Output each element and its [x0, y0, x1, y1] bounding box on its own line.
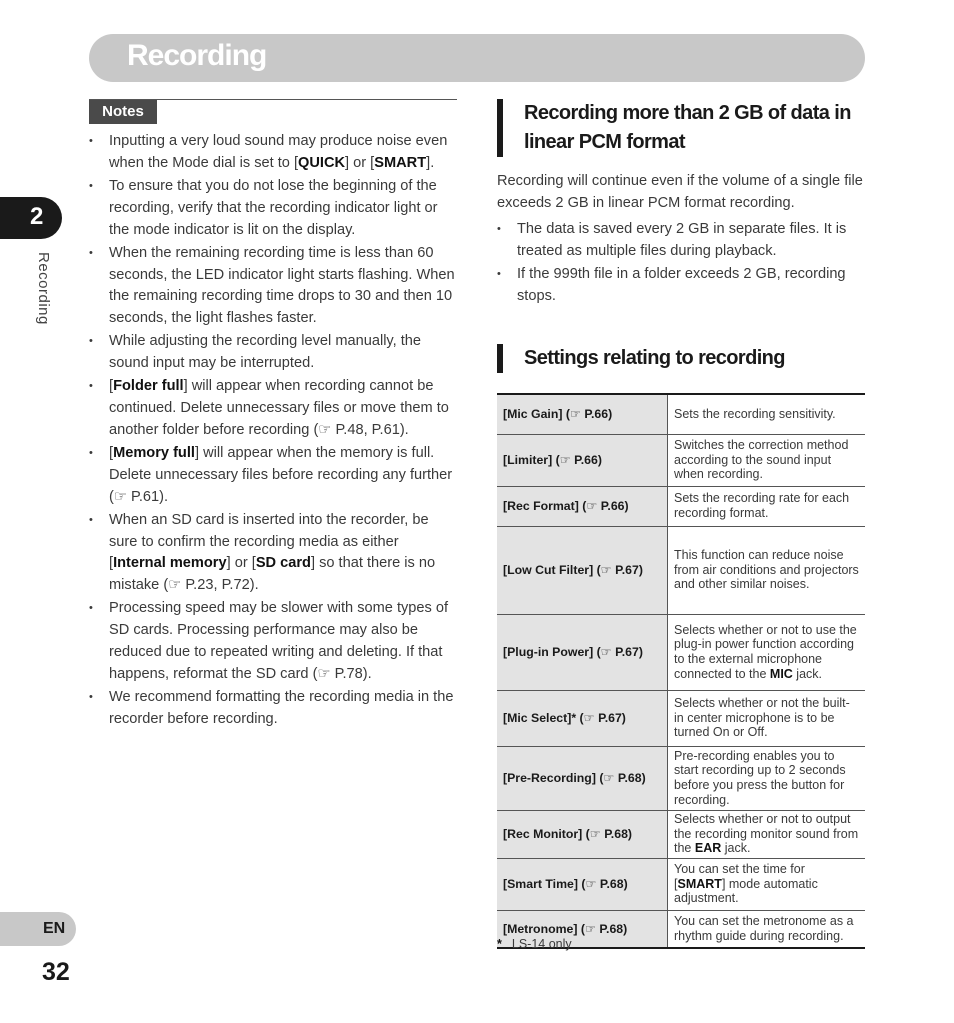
- setting-name: [Mic Gain] (☞ P.66): [497, 394, 668, 434]
- setting-name: [Limiter] (☞ P.66): [497, 434, 668, 486]
- setting-description: Sets the recording sensitivity.: [668, 394, 866, 434]
- note-item: • While adjusting the recording level manually, the sound input may be interrupted.: [89, 331, 459, 375]
- page-number: 32: [42, 958, 70, 986]
- setting-name: [Metronome] (☞ P.68): [497, 910, 668, 948]
- chapter-tab: [0, 197, 62, 239]
- setting-description: Pre-recording enables you to start recording up to 2 seconds before you press the button for recording.: [668, 746, 866, 810]
- settings-row: [497, 394, 865, 434]
- footnote-text: LS-14 only: [511, 937, 572, 951]
- setting-name: [Pre-Recording] (☞ P.68): [497, 746, 668, 810]
- note-item: • When an SD card is inserted into the recorder, be sure to confirm the recording media as either [Internal memory] or [SD card] so that there is no mistake (☞ P.23, P.72).: [89, 510, 459, 597]
- settings-row: [497, 858, 865, 910]
- settings-row: [497, 614, 865, 690]
- setting-description: This function can reduce noise from air conditions and projectors and other similar noises.: [668, 526, 866, 614]
- settings-row: [497, 526, 865, 614]
- note-item: • To ensure that you do not lose the beginning of the recording, verify that the recording indicator light or the mode indicator is lit on the display.: [89, 176, 459, 241]
- note-item: • [Memory full] will appear when the memory is full. Delete unnecessary files before recording any further (☞ P.61).: [89, 443, 459, 508]
- setting-name: [Low Cut Filter] (☞ P.67): [497, 526, 668, 614]
- chapter-label: Recording: [35, 252, 52, 325]
- pcm-heading: Recording more than 2 GB of data in linear PCM format: [497, 99, 894, 157]
- notes-list: [89, 131, 459, 732]
- pcm-bullet-list: [497, 219, 865, 309]
- setting-description: You can set the metronome as a rhythm guide during recording.: [668, 910, 866, 948]
- setting-description: Selects whether or not the built-in center microphone is to be turned On or Off.: [668, 690, 866, 746]
- pcm-intro: Recording will continue even if the volume of a single file exceeds 2 GB in linear PCM format recording.: [497, 173, 863, 211]
- language-tab: [0, 912, 76, 946]
- settings-row: [497, 690, 865, 746]
- settings-row: [497, 434, 865, 486]
- setting-description: Selects whether or not to output the recording monitor sound from the EAR jack.: [668, 810, 866, 858]
- note-item: • When the remaining recording time is less than 60 seconds, the LED indicator light starts flashing. When the remaining recording time drops to 30 and then 10 seconds, the light flashes faster.: [89, 243, 459, 330]
- setting-description: Sets the recording rate for each recording format.: [668, 486, 866, 526]
- footnote-mark: *: [497, 937, 502, 951]
- settings-table: [497, 393, 865, 949]
- setting-name: [Plug-in Power] (☞ P.67): [497, 614, 668, 690]
- page-title: Recording: [127, 39, 267, 72]
- notes-tag: Notes: [89, 100, 157, 124]
- setting-description: Selects whether or not to use the plug-in power function according to the external microphone connected to the MIC jack.: [668, 614, 866, 690]
- setting-name: [Smart Time] (☞ P.68): [497, 858, 668, 910]
- pcm-bullet: • If the 999th file in a folder exceeds 2 GB, recording stops.: [497, 264, 865, 308]
- settings-heading: Settings relating to recording: [497, 344, 894, 373]
- note-item: • Processing speed may be slower with some types of SD cards. Processing performance may also be reduced due to repeated writing and deleting. If that happens, reformat the SD card (☞ P.78).: [89, 598, 459, 685]
- note-item: • [Folder full] will appear when recording cannot be continued. Delete unnecessary files or move them to another folder before recording (☞ P.48, P.61).: [89, 376, 459, 441]
- setting-description: You can set the time for [SMART] mode automatic adjustment.: [668, 858, 866, 910]
- setting-description: Switches the correction method according to the sound input when recording.: [668, 434, 866, 486]
- note-item: • We recommend formatting the recording media in the recorder before recording.: [89, 687, 459, 731]
- settings-row: [497, 746, 865, 810]
- setting-name: [Mic Select]* (☞ P.67): [497, 690, 668, 746]
- setting-name: [Rec Monitor] (☞ P.68): [497, 810, 668, 858]
- note-item: • Inputting a very loud sound may produce noise even when the Mode dial is set to [QUICK] or [SMART].: [89, 131, 459, 175]
- settings-row: [497, 486, 865, 526]
- title-bar: [89, 34, 865, 82]
- settings-row: [497, 810, 865, 858]
- language-label: EN: [43, 920, 66, 937]
- pcm-bullet: • The data is saved every 2 GB in separate files. It is treated as multiple files during playback.: [497, 219, 865, 263]
- footnote: [497, 937, 572, 951]
- chapter-number: 2: [30, 203, 44, 230]
- setting-name: [Rec Format] (☞ P.66): [497, 486, 668, 526]
